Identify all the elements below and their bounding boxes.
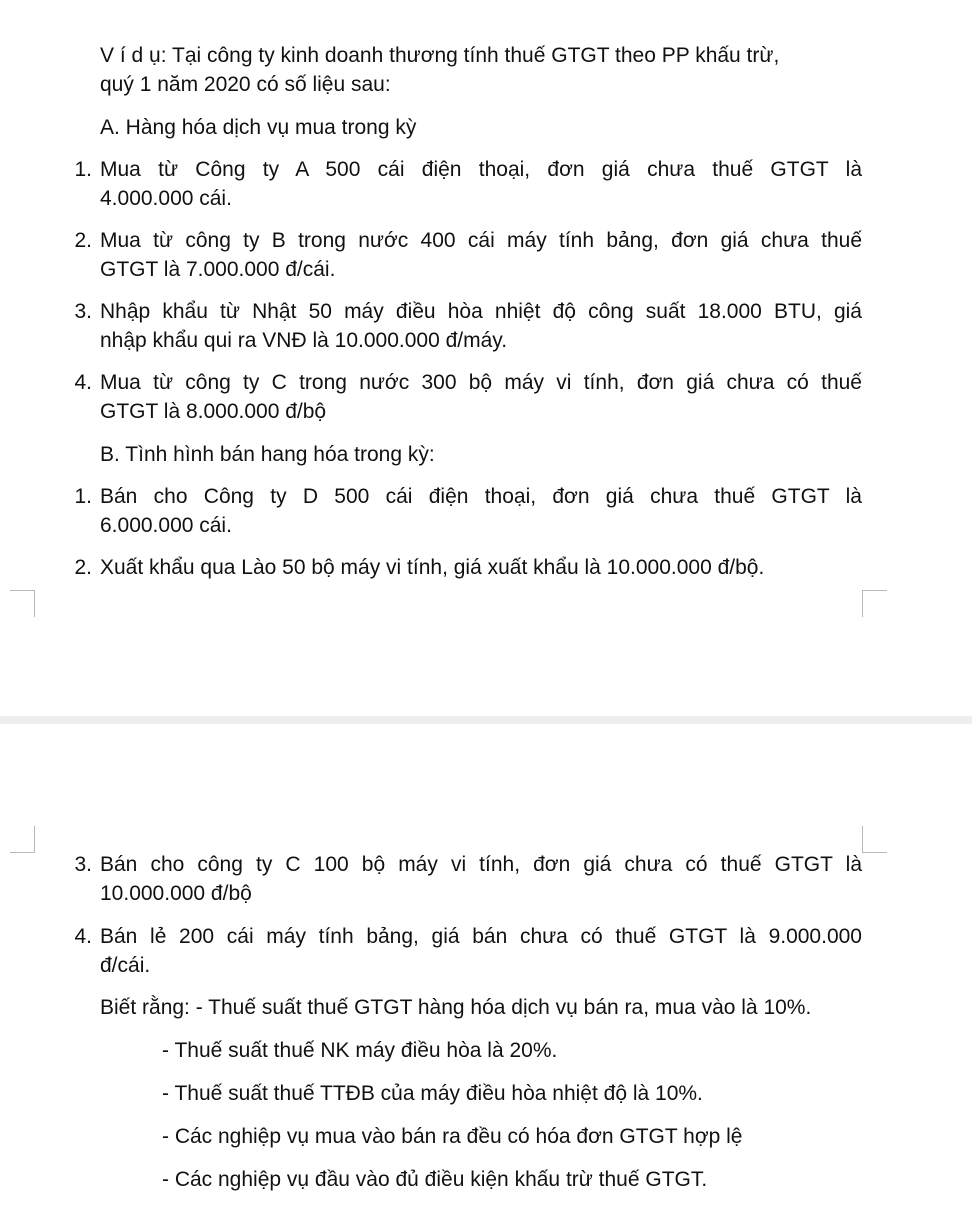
list-item-number: 1. xyxy=(74,158,92,181)
list-item-line: Mua từ công ty C trong nước 300 bộ máy vi tính, đơn giá chưa có thuế xyxy=(100,371,862,394)
list-item-line: Bán lẻ 200 cái máy tính bảng, giá bán chưa có thuế GTGT là 9.000.000 xyxy=(100,925,862,948)
list-item-line: 10.000.000 đ/bộ xyxy=(100,882,252,905)
list-item-line: 4.000.000 cái. xyxy=(100,187,232,210)
crop-mark xyxy=(10,826,35,853)
note-item: - Các nghiệp vụ mua vào bán ra đều có hóa đơn GTGT hợp lệ xyxy=(162,1125,743,1148)
list-item-line: 6.000.000 cái. xyxy=(100,514,232,537)
crop-mark xyxy=(862,826,887,853)
list-item-line: Bán cho Công ty D 500 cái điện thoại, đơn giá chưa thuế GTGT là xyxy=(100,485,862,508)
crop-mark xyxy=(10,590,35,617)
list-item-number: 1. xyxy=(74,485,92,508)
note-item: - Thuế suất thuế TTĐB của máy điều hòa nhiệt độ là 10%. xyxy=(162,1082,703,1105)
list-item-number: 2. xyxy=(74,556,92,579)
list-item-number: 3. xyxy=(74,853,92,876)
list-item-line: Mua từ Công ty A 500 cái điện thoại, đơn giá chưa thuế GTGT là xyxy=(100,158,862,181)
note-item: - Thuế suất thuế NK máy điều hòa là 20%. xyxy=(162,1039,558,1062)
note-item: - Các nghiệp vụ đầu vào đủ điều kiện khấu trừ thuế GTGT. xyxy=(162,1168,708,1191)
page-separator xyxy=(0,716,972,724)
list-item-line: GTGT là 8.000.000 đ/bộ xyxy=(100,400,327,423)
list-item-line: Bán cho công ty C 100 bộ máy vi tính, đơn giá chưa có thuế GTGT là xyxy=(100,853,862,876)
list-item-line: Mua từ công ty B trong nước 400 cái máy tính bảng, đơn giá chưa thuế xyxy=(100,229,862,252)
list-item-line: nhập khẩu qui ra VNĐ là 10.000.000 đ/máy. xyxy=(100,329,508,352)
list-item-number: 2. xyxy=(74,229,92,252)
list-item-line: đ/cái. xyxy=(100,954,151,977)
list-item-number: 4. xyxy=(74,925,92,948)
section-b-heading: B. Tình hình bán hang hóa trong kỳ: xyxy=(100,443,435,466)
document-page-2 xyxy=(0,724,972,1228)
list-item-number: 4. xyxy=(74,371,92,394)
intro-line-1: V í d ụ: Tại công ty kinh doanh thương tính thuế GTGT theo PP khấu trừ, xyxy=(100,44,780,67)
list-item-line: Xuất khẩu qua Lào 50 bộ máy vi tính, giá xuất khẩu là 10.000.000 đ/bộ. xyxy=(100,556,765,579)
crop-mark xyxy=(862,590,887,617)
intro-line-2: quý 1 năm 2020 có số liệu sau: xyxy=(100,73,391,96)
section-a-heading: A. Hàng hóa dịch vụ mua trong kỳ xyxy=(100,116,417,139)
list-item-line: GTGT là 7.000.000 đ/cái. xyxy=(100,258,336,281)
notes-intro: Biết rằng: - Thuế suất thuế GTGT hàng hóa dịch vụ bán ra, mua vào là 10%. xyxy=(100,996,812,1019)
list-item-number: 3. xyxy=(74,300,92,323)
list-item-line: Nhập khẩu từ Nhật 50 máy điều hòa nhiệt độ công suất 18.000 BTU, giá xyxy=(100,300,862,323)
